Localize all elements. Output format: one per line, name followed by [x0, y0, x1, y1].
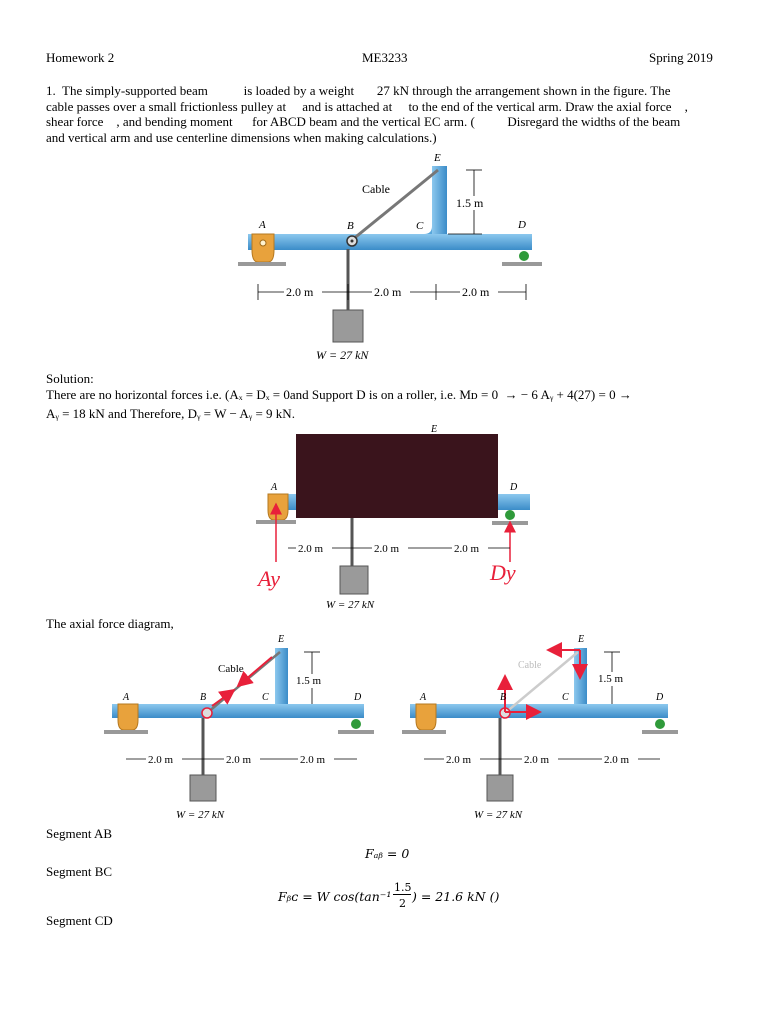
label-c: C	[416, 220, 424, 232]
axial-left-span-3: 2.0 m	[300, 754, 326, 766]
segment-bc-label: Segment BC	[46, 864, 113, 879]
svg-text:C: C	[262, 692, 269, 703]
axial-title: The axial force diagram,	[46, 616, 174, 631]
label-span-1: 2.0 m	[286, 285, 314, 299]
segment-bc-fraction-bar	[393, 894, 411, 895]
solution-line-2: Aᵧ = 18 kN and Therefore, Dᵧ = W − Aᵧ = 9 kN.	[46, 406, 295, 421]
axial-left-height: 1.5 m	[296, 675, 322, 687]
segment-bc-fraction-num: 1.5	[394, 881, 412, 894]
label-a: A	[259, 219, 266, 231]
axial-left-span-2: 2.0 m	[226, 754, 252, 766]
fbd-span-1: 2.0 m	[298, 543, 324, 555]
label-e: E	[434, 152, 441, 164]
svg-text:A: A	[123, 692, 130, 703]
problem-line-3: shear force , and bending moment for ABCD beam and the vertical EC arm. ( Disregard the widths of the beam	[46, 114, 681, 129]
fbd-weight: W = 27 kN	[326, 599, 375, 611]
segment-bc-equation-right: ) = 21.6 kN ()	[412, 889, 500, 904]
header-course-code: ME3233	[362, 50, 408, 65]
svg-text:E: E	[431, 424, 438, 435]
solution-line-1: There are no horizontal forces i.e. (Aₓ = Dₓ = 0and Support D is on a roller, i.e. Mᴅ = 0 → − 6 Aᵧ + 4(27) = 0 →	[46, 387, 632, 402]
segment-cd-label: Segment CD	[46, 913, 113, 928]
header-term: Spring 2019	[649, 50, 713, 65]
label-ay: Ay	[258, 566, 280, 591]
problem-line-2: cable passes over a small frictionless pulley at and is attached at to the end of the vertical arm. Draw the axial force ,	[46, 98, 688, 114]
fbd-span-2: 2.0 m	[374, 543, 400, 555]
svg-text:B: B	[500, 692, 507, 703]
problem-line-1: 1. The simply-supported beam is loaded by a weight 27 kN through the arrangement shown in the figure. The	[46, 83, 671, 98]
label-span-3: 2.0 m	[462, 285, 490, 299]
label-d: D	[518, 219, 526, 231]
segment-ab-equation: Fₐᵦ = 0	[365, 846, 410, 861]
problem-line-4: and vertical arm and use centerline dimensions when making calculations.)	[46, 129, 437, 145]
axial-right-height: 1.5 m	[598, 673, 624, 685]
svg-text:E: E	[578, 634, 585, 645]
segment-ab-label: Segment AB	[46, 826, 113, 841]
fbd-span-3: 2.0 m	[454, 543, 480, 555]
svg-text:C: C	[562, 692, 569, 703]
segment-bc-fraction-den: 2	[399, 897, 406, 910]
svg-text:E: E	[278, 634, 285, 645]
header-course-left: Homework 2	[46, 50, 115, 65]
svg-text:A: A	[271, 482, 278, 493]
axial-right-weight: W = 27 kN	[474, 809, 523, 821]
label-dy: Dy	[490, 560, 516, 585]
svg-text:D: D	[656, 692, 664, 703]
solution-title: Solution:	[46, 371, 94, 386]
axial-left-cable: Cable	[218, 663, 244, 675]
label-weight: W = 27 kN	[316, 348, 369, 362]
label-cable: Cable	[362, 182, 390, 196]
axial-right-span-1: 2.0 m	[446, 754, 472, 766]
svg-text:D: D	[510, 482, 518, 493]
segment-bc-equation-left: Fᵦᴄ = W cos(tan⁻¹	[278, 889, 392, 904]
axial-right-span-2: 2.0 m	[524, 754, 550, 766]
axial-right-span-3: 2.0 m	[604, 754, 630, 766]
label-span-2: 2.0 m	[374, 285, 402, 299]
label-b: B	[347, 220, 354, 232]
svg-text:B: B	[200, 692, 207, 703]
svg-text:A: A	[420, 692, 427, 703]
svg-text:D: D	[354, 692, 362, 703]
axial-right-cable: Cable	[518, 660, 542, 671]
axial-left-weight: W = 27 kN	[176, 809, 225, 821]
axial-left-span-1: 2.0 m	[148, 754, 174, 766]
label-height: 1.5 m	[456, 196, 484, 210]
